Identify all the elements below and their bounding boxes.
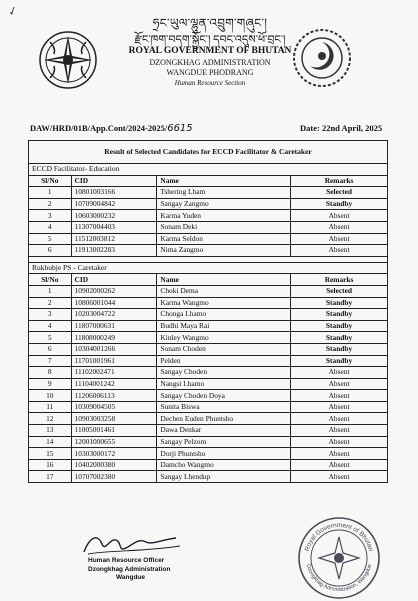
cell-cid: 10304001266 — [71, 343, 157, 355]
cell-sl: 7 — [29, 355, 72, 367]
cell-sl: 15 — [29, 448, 72, 460]
cell-name: Budhi Maya Rai — [157, 320, 291, 332]
cell-name: Sonam Choden — [157, 343, 291, 355]
cell-name: Chonga Lhamo — [157, 309, 291, 321]
cell-remarks: Standby — [291, 198, 388, 210]
cell-cid: 10801003166 — [71, 187, 157, 199]
cell-name: Sangay Lhendup — [157, 471, 291, 483]
cell-name: Nima Zangmo — [157, 245, 291, 257]
cell-cid: 11307004403 — [71, 221, 157, 233]
cell-sl: 8 — [29, 367, 72, 379]
cell-name: Tshering Lham — [157, 187, 291, 199]
table-row — [29, 425, 388, 437]
col-header-name: Name — [157, 274, 291, 286]
section-heading: ECCD Facilitator- Education — [29, 164, 388, 176]
cell-cid: 10902000262 — [71, 285, 157, 297]
cell-name: Damcho Wangmo — [157, 459, 291, 471]
signatory-location: Wangdue — [116, 574, 146, 581]
cell-cid: 11005001461 — [71, 425, 157, 437]
dzongkhag-logo-icon — [290, 26, 354, 90]
col-header-sl: Sl/No — [29, 175, 72, 187]
cell-remarks: Absent — [291, 245, 388, 257]
column-header-row — [29, 175, 388, 187]
col-header-name: Name — [157, 175, 291, 187]
section-heading-row — [29, 262, 388, 274]
section-heading: Rukhubje PS - Caretaker — [29, 262, 388, 274]
table-row — [29, 355, 388, 367]
reference-text: DAW/HRD/01B/App.Cont/2024-2025/ — [30, 123, 168, 133]
cell-remarks: Standby — [291, 297, 388, 309]
table-row — [29, 309, 388, 321]
cell-name: Sangay Pelzom — [157, 436, 291, 448]
cell-name: Karma Yuden — [157, 210, 291, 222]
table-row — [29, 187, 388, 199]
cell-cid: 10603000232 — [71, 210, 157, 222]
cell-name: Choki Dema — [157, 285, 291, 297]
cell-remarks: Absent — [291, 459, 388, 471]
cell-cid: 10709004842 — [71, 198, 157, 210]
cell-cid: 11808000249 — [71, 332, 157, 344]
cell-sl: 3 — [29, 210, 72, 222]
cell-name: Sangay Choden Doya — [157, 390, 291, 402]
table-row — [29, 378, 388, 390]
cell-cid: 11206006113 — [71, 390, 157, 402]
seal-text-top: Royal Government of Bhutan — [303, 521, 375, 553]
cell-remarks: Selected — [291, 187, 388, 199]
cell-name: Sangay Choden — [157, 367, 291, 379]
cell-sl: 13 — [29, 425, 72, 437]
col-header-cid: CID — [71, 274, 157, 286]
cell-name: Sangay Zangmo — [157, 198, 291, 210]
signatory-title: Human Resource Officer — [88, 557, 165, 564]
cell-cid: 10402000380 — [71, 459, 157, 471]
cell-cid: 10707002380 — [71, 471, 157, 483]
cell-sl: 5 — [29, 332, 72, 344]
cell-remarks: Absent — [291, 221, 388, 233]
cell-sl: 1 — [29, 285, 72, 297]
cell-name: Nangsi Lhamo — [157, 378, 291, 390]
table-row — [29, 390, 388, 402]
results-table-body — [29, 141, 388, 483]
section-heading-row — [29, 164, 388, 176]
section-name: Human Resource Section — [174, 79, 246, 87]
cell-cid: 10203004722 — [71, 309, 157, 321]
table-row — [29, 343, 388, 355]
cell-sl: 4 — [29, 221, 72, 233]
official-seal-icon — [296, 515, 382, 601]
results-table — [28, 140, 388, 483]
cell-remarks: Absent — [291, 401, 388, 413]
cell-name: Pelden — [157, 355, 291, 367]
cell-sl: 5 — [29, 233, 72, 245]
cell-remarks: Absent — [291, 425, 388, 437]
cell-remarks: Absent — [291, 210, 388, 222]
cell-cid: 11807000631 — [71, 320, 157, 332]
cell-cid: 12001000655 — [71, 436, 157, 448]
dzongkha-title: ཧྲང་ཡུལ་ལྷུན་འབྲུག་གཞུང་། — [152, 16, 268, 30]
col-header-sl: Sl/No — [29, 274, 72, 286]
cell-cid: 11102002471 — [71, 367, 157, 379]
table-row — [29, 198, 388, 210]
table-row — [29, 401, 388, 413]
cell-cid: 10309004505 — [71, 401, 157, 413]
cell-cid: 10303000172 — [71, 448, 157, 460]
letterhead — [0, 0, 418, 118]
cell-remarks: Absent — [291, 233, 388, 245]
table-row — [29, 285, 388, 297]
cell-name: Karma Wangmo — [157, 297, 291, 309]
cell-name: Dawa Denkar — [157, 425, 291, 437]
table-row — [29, 471, 388, 483]
dzongkha-subtitle: རྫོང་ཁག་བདག་སྐྱོང་། དབང་འདུས་ཕོ་བྲང་། — [134, 34, 286, 46]
cell-sl: 14 — [29, 436, 72, 448]
cell-sl: 9 — [29, 378, 72, 390]
cell-sl: 16 — [29, 459, 72, 471]
cell-cid: 11913002283 — [71, 245, 157, 257]
cell-remarks: Absent — [291, 471, 388, 483]
cell-remarks: Standby — [291, 343, 388, 355]
signature-icon — [80, 530, 190, 560]
col-header-cid: CID — [71, 175, 157, 187]
cell-sl: 17 — [29, 471, 72, 483]
location-name: WANGDUE PHODRANG — [166, 68, 254, 77]
seal-text-bottom: Dzongkhag Administration, Wangdue — [304, 563, 374, 594]
cell-cid: 11512003812 — [71, 233, 157, 245]
signatory-office: Dzongkhag Administration — [88, 565, 171, 573]
cell-sl: 6 — [29, 245, 72, 257]
table-row — [29, 436, 388, 448]
cell-cid: 10806001044 — [71, 297, 157, 309]
cell-remarks: Absent — [291, 448, 388, 460]
cell-remarks: Absent — [291, 390, 388, 402]
cell-sl: 4 — [29, 320, 72, 332]
table-row — [29, 320, 388, 332]
cell-remarks: Standby — [291, 320, 388, 332]
dept-name: DZONGKHAG ADMINISTRATION — [149, 58, 271, 67]
check-mark: ✓ — [5, 2, 20, 20]
reference-number — [30, 123, 193, 134]
cell-sl: 2 — [29, 198, 72, 210]
cell-sl: 10 — [29, 390, 72, 402]
signatory-block — [88, 557, 170, 583]
cell-sl: 11 — [29, 401, 72, 413]
table-title: Result of Selected Candidates for ECCD Facilitator & Caretaker — [29, 141, 388, 164]
cell-remarks: Absent — [291, 413, 388, 425]
table-row — [29, 221, 388, 233]
column-header-row — [29, 274, 388, 286]
cell-sl: 1 — [29, 187, 72, 199]
table-row — [29, 459, 388, 471]
cell-name: Sonam Deki — [157, 221, 291, 233]
cell-cid: 11701001961 — [71, 355, 157, 367]
table-row — [29, 413, 388, 425]
table-row — [29, 297, 388, 309]
cell-remarks: Standby — [291, 355, 388, 367]
cell-cid: 11104001242 — [71, 378, 157, 390]
col-header-remarks: Remarks — [291, 274, 388, 286]
table-title-row — [29, 141, 388, 164]
cell-name: Dorji Phuntsho — [157, 448, 291, 460]
cell-sl: 3 — [29, 309, 72, 321]
cell-remarks: Standby — [291, 309, 388, 321]
cell-name: Sunita Biswa — [157, 401, 291, 413]
cell-remarks: Absent — [291, 436, 388, 448]
table-row — [29, 210, 388, 222]
letter-date: Date: 22nd April, 2025 — [300, 123, 383, 133]
cell-cid: 10903003258 — [71, 413, 157, 425]
cell-name: Karma Seldon — [157, 233, 291, 245]
cell-remarks: Absent — [291, 378, 388, 390]
cell-sl: 2 — [29, 297, 72, 309]
org-title: ROYAL GOVERNMENT OF BHUTAN — [128, 46, 292, 56]
cell-remarks: Standby — [291, 332, 388, 344]
cell-sl: 12 — [29, 413, 72, 425]
table-row — [29, 448, 388, 460]
cell-name: Dechen Euden Phuntsho — [157, 413, 291, 425]
col-header-remarks: Remarks — [291, 175, 388, 187]
handwritten-number: 6615 — [167, 123, 193, 134]
table-row — [29, 332, 388, 344]
cell-name: Kinley Wangmo — [157, 332, 291, 344]
results-table-container — [28, 140, 388, 483]
table-row — [29, 233, 388, 245]
table-row — [29, 367, 388, 379]
cell-remarks: Selected — [291, 285, 388, 297]
national-emblem-icon — [36, 28, 100, 92]
table-row — [29, 245, 388, 257]
cell-sl: 6 — [29, 343, 72, 355]
cell-remarks: Absent — [291, 367, 388, 379]
